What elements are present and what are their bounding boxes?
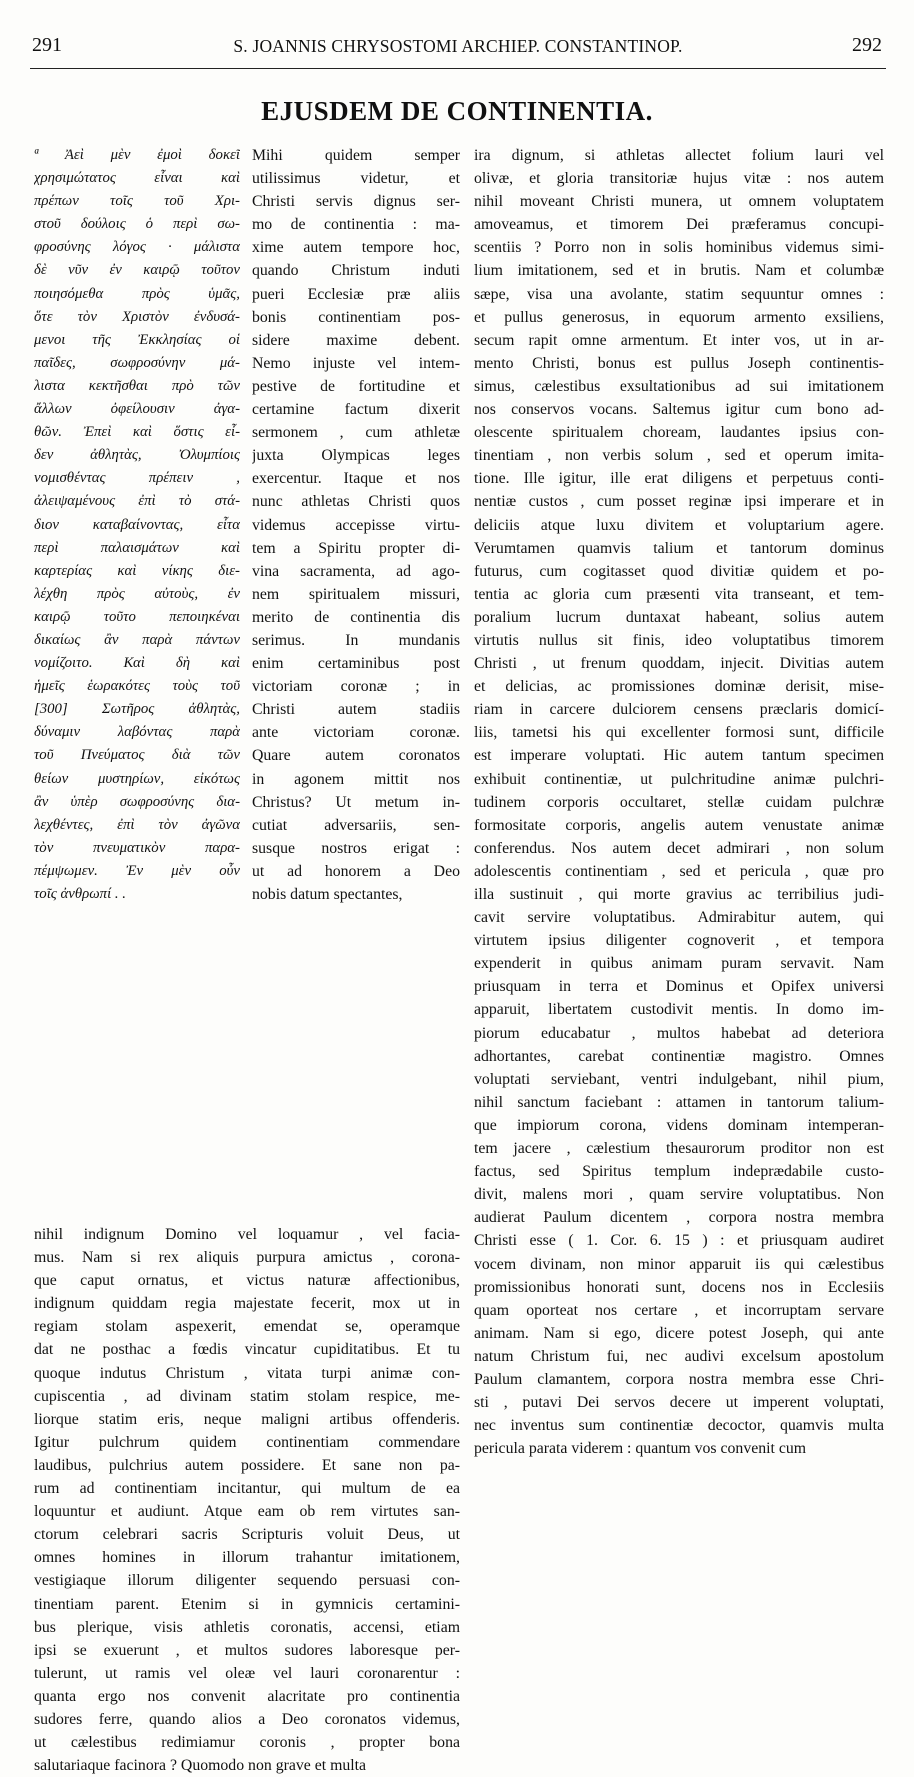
- text-line: amoveamus, et timorem Dei præferamus concupi-: [474, 216, 884, 234]
- text-line: natum Christum fui, nec audivi excelsum apostolum: [474, 1347, 884, 1365]
- text-line: ut cælestibus redimiamur coronis , propter bona: [34, 1734, 460, 1752]
- text-line: τοῖς ἀνθρωπί . .: [34, 886, 126, 902]
- text-line: δεν ἀθλητὰς, Ὀλυμπίοις: [34, 447, 240, 464]
- text-line: utilissimus videtur, et: [252, 170, 460, 188]
- text-line: formositate corporis, angelis autem venustate animæ: [474, 816, 884, 834]
- text-line: deliciis atque luxu divitem et voluptarium agere.: [474, 516, 884, 534]
- text-line: ποιησόμεθα πρὸς ὑμᾶς,: [34, 285, 240, 302]
- text-line: bonis continentiam pos-: [252, 308, 460, 326]
- text-line: tione. Ille igitur, ille erat diligens et perpetuus conti-: [474, 470, 884, 488]
- text-line: nunc athletas Christi quos: [252, 493, 460, 511]
- text-line: mo de continentia : ma-: [252, 216, 460, 234]
- text-line: νομισθέντας πρέπειν ,: [34, 470, 240, 487]
- latin-parallel-column: [252, 144, 460, 906]
- text-line: nec inventus sum continentiæ decoctor, quamvis multa: [474, 1417, 884, 1435]
- text-line: Christi , ut frenum quoddam, injecit. Divitias autem: [474, 655, 884, 673]
- text-line: susque nostros erigat :: [252, 839, 460, 857]
- text-line: vocem divinam, non minor apparuit iis qui cælestibus: [474, 1255, 884, 1273]
- text-line: χρησιμώτατος εἶναι καὶ: [34, 170, 240, 187]
- text-line: animam. Nam si ego, dicere potest Joseph, qui ante: [474, 1324, 884, 1342]
- text-line: nihil sanctum faciebant : attamen in tantorum talium-: [474, 1093, 884, 1111]
- text-line: omnes homines in illorum trahantur imitationem,: [34, 1549, 460, 1567]
- text-line: ctorum celebrari sacris Scripturis voluit Deus, ut: [34, 1526, 460, 1544]
- text-line: serimus. In mundanis: [252, 631, 460, 649]
- text-line: merito de continentia dis: [252, 608, 460, 626]
- text-line: scentiis ? Porro non in solis hominibus videmus simi-: [474, 239, 884, 257]
- text-line: adhortantes, carebat continentiæ magistro. Omnes: [474, 1047, 884, 1065]
- text-line: sti , putavi Dei servos decere ut imperent voluptati,: [474, 1394, 884, 1412]
- text-line: piorum educabatur , multos habebat ad deteriora: [474, 1024, 884, 1042]
- text-line: θῶν. Ἐπεὶ καὶ ὅστις εἶ-: [34, 424, 240, 441]
- text-line: riam in carcere dulciorem censens præclaris domicí-: [474, 701, 884, 719]
- text-line: olivæ, et gloria transitoriæ hujus vitæ : nos autem: [474, 170, 884, 188]
- text-line: factus, sed Spiritus templum indeprædabile custo-: [474, 1163, 884, 1181]
- text-line: τὸν πνευματικὸν παρα-: [34, 839, 240, 856]
- text-line: est imperare voluptati. Hic autem tantum specimen: [474, 747, 884, 765]
- text-line: στοῦ δούλοις ὁ περὶ σω-: [34, 216, 240, 233]
- text-line: divit, malens mori , quam servire voluptatibus. Non: [474, 1186, 884, 1204]
- text-line: liorque statim eris, neque maligni artibus offenderis.: [34, 1410, 460, 1428]
- text-line: ἂν ὑπὲρ σωφροσύνης δια-: [34, 793, 240, 810]
- text-line: ἀλειψαμένους ἐπὶ τὸ στά-: [34, 493, 240, 510]
- text-line: λέχθη πρὸς αὐτοὺς, ἐν: [34, 585, 240, 602]
- text-line: pueri Ecclesiæ præ aliis: [252, 285, 460, 303]
- text-line: xime autem tempore hoc,: [252, 239, 460, 257]
- text-line: νομίζοιτο. Καὶ δὴ καὶ: [34, 655, 240, 672]
- text-line: expenderit in quibus animam puram servavit. Nam: [474, 955, 884, 973]
- text-line: cavit servire voluptatibus. Admirabitur autem, qui: [474, 909, 884, 927]
- text-line: ª Ἀεὶ μὲν ἐμοὶ δοκεῖ: [34, 147, 240, 163]
- text-line: tulerunt, ut ramis vel oleæ vel lauri coronarentur :: [34, 1664, 460, 1682]
- text-line: nihil moveant Christi munera, ut omnem voluptatem: [474, 193, 884, 211]
- text-line: Mihi quidem semper: [252, 147, 460, 164]
- text-line: λεχθέντες, ἐπὶ τὸν ἀγῶνα: [34, 816, 240, 833]
- text-line: Christi esse ( 1. Cor. 6. 15 ) : et priusquam audiret: [474, 1232, 884, 1250]
- text-line: καιρῷ τοῦτο πεποιηκέναι: [34, 608, 240, 625]
- text-line: salutariaque facinora ? Quomodo non grave et multa: [34, 1757, 367, 1775]
- text-line: vina sacramenta, ad ago-: [252, 562, 460, 580]
- text-line: lium imitationem, sed et in brutis. Nam et columbæ: [474, 262, 884, 280]
- text-line: διον καταβαίνοντας, εἶτα: [34, 516, 240, 533]
- text-line: promissionibus honorati sunt, docens nos in Ecclesiis: [474, 1278, 884, 1296]
- text-line: voluptati serviebant, ventri indulgebant, nihil pium,: [474, 1070, 884, 1088]
- text-line: πέμψωμεν. Ἐν μὲν οὖν: [34, 862, 240, 879]
- text-line: nihil indignum Domino vel loquamur , vel facia-: [34, 1226, 460, 1243]
- text-line: tem a Spiritu propter di-: [252, 539, 460, 557]
- text-line: conferendus. Nos autem decet admirari , non solum: [474, 839, 884, 857]
- text-line: φροσύνης λόγος · μάλιστα: [34, 239, 240, 256]
- text-line: Verumtamen quamvis talium et tantorum dominus: [474, 539, 884, 557]
- text-line: regiam stolam aspexerit, emendat se, operamque: [34, 1318, 460, 1336]
- text-line: quoque indutus Christum , vitata turpi animæ con-: [34, 1364, 460, 1382]
- text-line: παῖδες, σωφροσύνην μά-: [34, 354, 240, 371]
- text-line: cupiscentia , ad divinam statim stolam respice, me-: [34, 1387, 460, 1405]
- text-line: olescente spiritualem choream, laudantes ipsius con-: [474, 424, 884, 442]
- text-line: secum rapit omne armentum. Et inter vos, ut in ar-: [474, 331, 884, 349]
- text-line: ἄλλων ὀφείλουσιν ἀγα-: [34, 401, 240, 418]
- text-line: Christi autem stadiis: [252, 701, 460, 719]
- text-line: ut ad honorem a Deo: [252, 862, 460, 880]
- text-line: apparuit, libertatem custodivit mentis. In domo im-: [474, 1001, 884, 1019]
- text-line: δύναμιν λαβόντας παρὰ: [34, 724, 240, 741]
- treatise-title: EJUSDEM DE CONTINENTIA.: [261, 96, 653, 126]
- text-line: illa sustinuit , qui morte gravius ac terribilius judi-: [474, 886, 884, 903]
- text-line: sermonem , cum athletæ: [252, 424, 460, 442]
- text-line: adolescentis continentiam , sed et pericula , quæ pro: [474, 862, 884, 880]
- text-line: ὅτε τὸν Χριστὸν ἐνδυσά-: [34, 308, 240, 325]
- text-line: sidere maxime debent.: [252, 331, 460, 349]
- text-line: que caput ornatus, et victus naturæ affectionibus,: [34, 1272, 460, 1290]
- text-line: et pullus generosus, in equorum armento exsiliens,: [474, 308, 884, 326]
- text-line: exhibuit continentiæ, ut pulchritudine animæ pulchri-: [474, 770, 884, 788]
- page-number-right: 292: [852, 34, 882, 56]
- text-line: exercentur. Itaque et nos: [252, 470, 460, 488]
- text-line: tinentiam parent. Etenim si in gymnicis certamini-: [34, 1595, 460, 1613]
- text-line: tentia ac gloria cum præsenti vita transeant, et tem-: [474, 585, 884, 603]
- text-line: ἡμεῖς ἑωρακότες τοὺς τοῦ: [34, 678, 240, 695]
- text-line: tinentiam , non verbis solum , sed et operum imita-: [474, 447, 884, 465]
- text-line: videmus accepisse virtu-: [252, 516, 460, 534]
- text-line: simus, cælestibus exsultationibus ad sui imitationem: [474, 377, 884, 395]
- text-line: ipsi se exuerunt , et multos sudores laboresque per-: [34, 1641, 460, 1659]
- text-line: vestigiaque illorum diligenter sequendo persuasi con-: [34, 1572, 460, 1590]
- text-line: et delicias, ac promissiones dominæ derisit, mise-: [474, 678, 884, 696]
- text-line: περὶ παλαισμάτων καὶ: [34, 539, 240, 556]
- text-line: mento Christi, bonus est pullus Joseph continentis-: [474, 354, 884, 372]
- text-line: nobis datum spectantes,: [252, 886, 403, 903]
- text-line: sudores ferre, quando alios a Deo coronatos videmus,: [34, 1710, 460, 1728]
- text-line: ante victoriam coronæ.: [252, 724, 460, 742]
- text-line: in agonem mittit nos: [252, 770, 460, 788]
- running-header: [30, 26, 886, 66]
- text-line: Paulum clamantem, corpora nostra membra esse Chri-: [474, 1370, 884, 1388]
- text-line: θείων μυστηρίων, εἰκότως: [34, 770, 240, 787]
- text-line: δὲ νῦν ἐν καιρῷ τοῦτον: [34, 262, 240, 279]
- text-line: juxta Olympicas leges: [252, 447, 460, 465]
- text-line: λιστα κεκτῆσθαι πρὸ τῶν: [34, 377, 240, 394]
- text-line: τοῦ Πνεύματος διὰ τῶν: [34, 747, 240, 764]
- text-line: tudinem corporis occultaret, stellæ cuidam pulchræ: [474, 793, 884, 811]
- latin-right-column: [474, 144, 884, 1460]
- text-line: priusquam in terra et Dominus et Opifex universi: [474, 978, 884, 996]
- text-line: dat ne posthac a fœdis vincatur cupiditatibus. Et tu: [34, 1341, 460, 1359]
- text-line: virtutis nullus sit finis, ideo voluptatibus timorem: [474, 631, 884, 649]
- text-line: indignum quiddam regia majestate fecerit, mox ut in: [34, 1295, 460, 1313]
- text-line: nentiæ custos , cum posset reginæ ipsi imperare et in: [474, 493, 884, 511]
- text-line: καρτερίας καὶ νίκης διε-: [34, 562, 240, 579]
- text-line: ira dignum, si athletas allectet folium lauri vel: [474, 147, 884, 164]
- text-line: Christi servis dignus ser-: [252, 193, 460, 211]
- text-line: liis, tametsi his qui excellenter formosi sunt, difficile: [474, 724, 884, 742]
- text-line: futurus, cum cogitasset quod divitiæ quidem et po-: [474, 562, 884, 580]
- text-line: tem jacere , cælestium thesaurorum proditor non est: [474, 1140, 884, 1158]
- text-line: Christus? Ut metum in-: [252, 793, 460, 811]
- text-line: nem spiritualem missuri,: [252, 585, 460, 603]
- text-line: pestive de fortitudine et: [252, 377, 460, 395]
- text-line: enim certaminibus post: [252, 655, 460, 673]
- text-line: victoriam coronæ ; in: [252, 678, 460, 696]
- text-line: loquuntur et audiunt. Atque eam ob rem virtutes san-: [34, 1503, 460, 1521]
- latin-merged-column: [34, 1223, 460, 1777]
- text-line: quanta ergo nos convenit alacritate pro continentia: [34, 1687, 460, 1705]
- text-line: rum ad continentiam incitantur, qui multum de ea: [34, 1480, 460, 1498]
- text-line: pericula parata viderem : quantum vos convenit cum: [474, 1440, 807, 1458]
- text-line: Nemo injuste vel intem-: [252, 354, 460, 372]
- text-line: quam oporteat nos certare , et incorruptam servare: [474, 1301, 884, 1319]
- text-line: audierat Paulum dicentem , corpora nostra membra: [474, 1209, 884, 1227]
- header-rule: [30, 68, 886, 69]
- text-line: cutiat adversariis, sen-: [252, 816, 460, 834]
- text-line: [300] Σωτῆρος ἀθλητὰς,: [34, 701, 240, 718]
- text-line: que impiorum corona, videns dominam intemperan-: [474, 1116, 884, 1134]
- text-line: sæpe, visa una avolante, statim sequuntur omnes :: [474, 285, 884, 303]
- page-number-left: 291: [32, 34, 62, 56]
- text-line: bus plerique, visis athletis coronatis, accensi, etiam: [34, 1618, 460, 1636]
- text-line: Quare autem coronatos: [252, 747, 460, 765]
- text-line: δικαίως ἂν παρὰ πάντων: [34, 631, 240, 648]
- text-line: Igitur pulchrum quidem continentiam commendare: [34, 1433, 460, 1451]
- text-line: certamine factum dixerit: [252, 401, 460, 419]
- running-title: S. JOANNIS CHRYSOSTOMI ARCHIEP. CONSTANTINOP.: [233, 36, 683, 56]
- text-line: virtutem ipsius diligenter cognoverit , et tempora: [474, 932, 884, 950]
- text-line: πρέπων τοῖς τοῦ Χρι-: [34, 193, 240, 210]
- greek-column: [34, 144, 240, 906]
- text-line: poralium lucrum duntaxat habeant, solius autem: [474, 608, 884, 626]
- text-line: laudibus, pulchrius autem possidere. Et sane non pa-: [34, 1456, 460, 1474]
- text-line: quando Christum induti: [252, 262, 460, 280]
- text-line: μενοι τῆς Ἐκκλησίας οἱ: [34, 331, 240, 348]
- text-line: nos conservos vocans. Saltemus igitur cum bono ad-: [474, 401, 884, 419]
- text-line: mus. Nam si rex aliquis purpura amictus , corona-: [34, 1249, 460, 1267]
